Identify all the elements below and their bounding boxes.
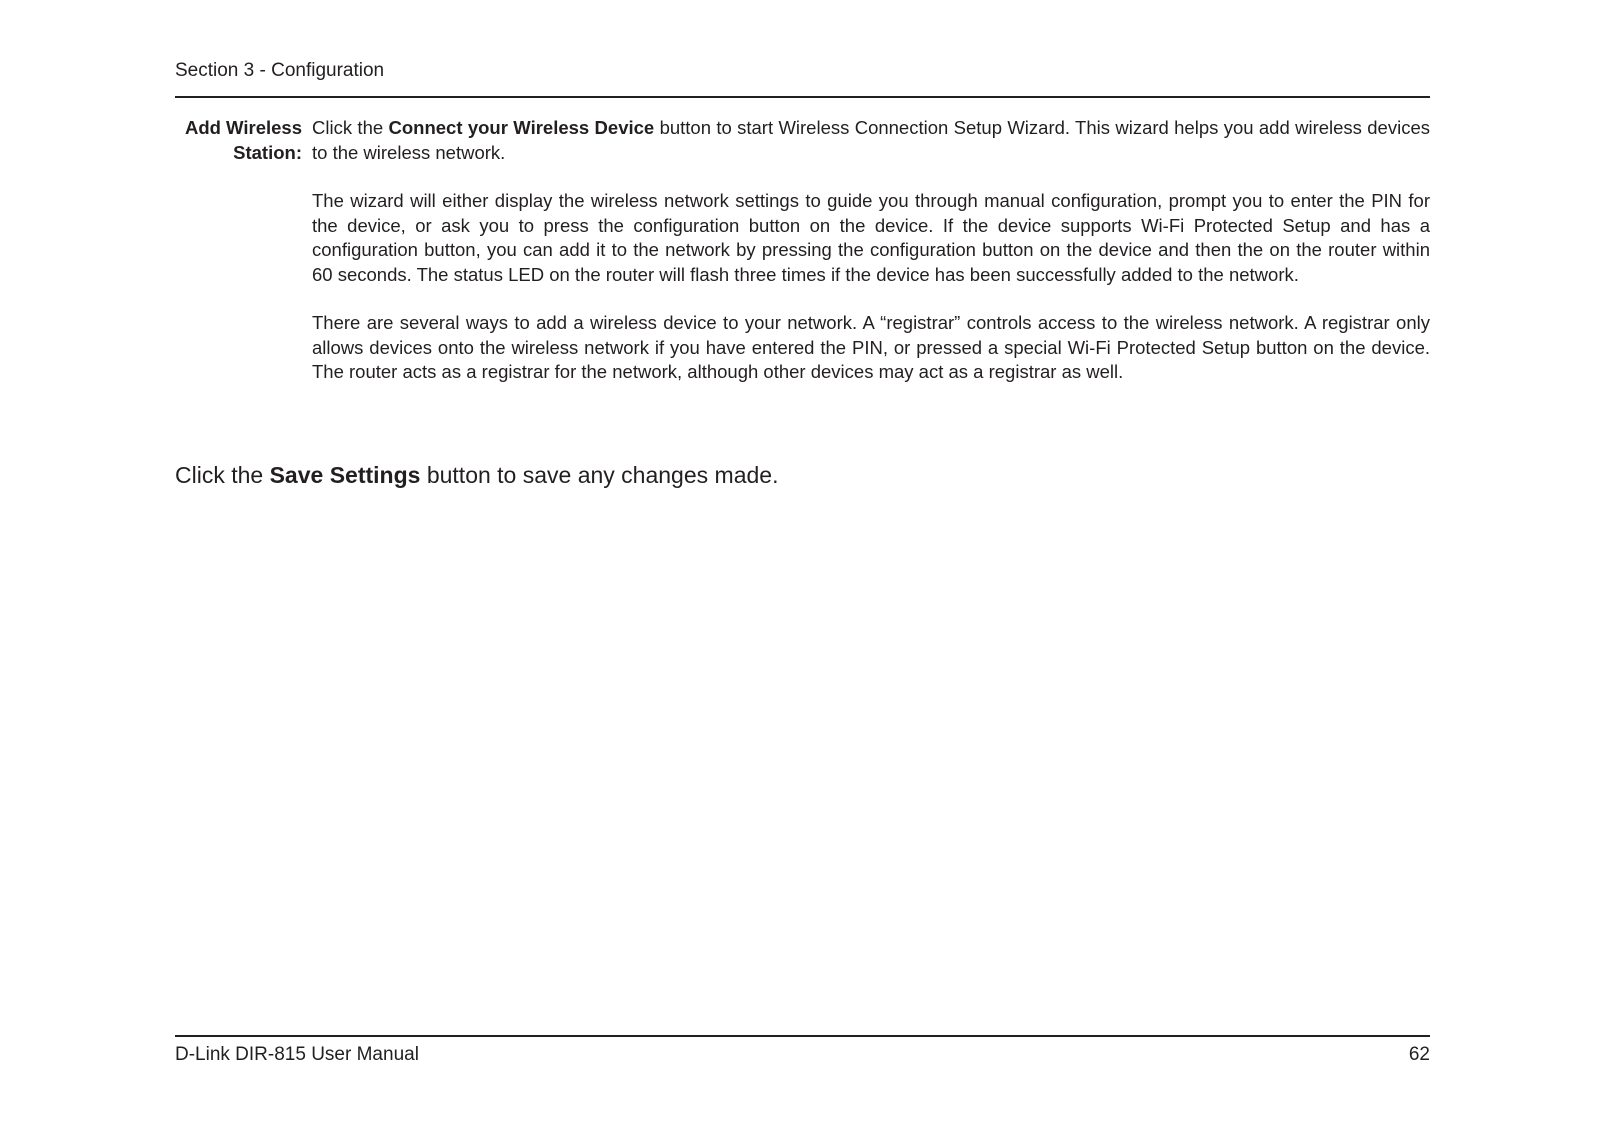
manual-title: D-Link DIR-815 User Manual [175,1044,419,1065]
p1-bold: Connect your Wireless Device [388,117,655,138]
definition-entry [175,116,1430,409]
paragraph-1 [312,116,1430,165]
save-settings-note [175,462,778,489]
save-note-post: button to save any changes made. [420,462,779,488]
paragraph-3: There are several ways to add a wireless device to your network. A “registrar” controls access to the wireless network. A registrar only allows devices onto the wireless network if you have entered the PIN, or pressed a special Wi-Fi Protected Setup button on the device. The router acts as a registrar for the network, although other devices may act as a registrar as well. [312,312,1430,382]
term-line-2: Station: [233,141,302,163]
footer-divider [175,1035,1430,1037]
paragraph-2: The wizard will either display the wireless network settings to guide you through manual configuration, prompt you to enter the PIN for the device, or ask you to press the configuration button on the device. If the device supports Wi-Fi Protected Setup and has a configuration button, you can add it to the network by pressing the configuration button on the device and then the on the router within 60 seconds. The status LED on the router will flash three times if the device has been successfully added to the network. [312,190,1430,285]
p1-pre: Click the [312,117,389,138]
definition-body [312,116,1430,409]
p1-post: button to start Wireless Connection Setup Wizard. This wizard helps you add wireless devices to the wireless network. [312,117,1430,163]
term-line-1: Add Wireless [184,117,302,138]
save-note-bold: Save Settings [269,462,421,488]
definition-term [175,116,302,409]
page-number: 62 [1408,1044,1430,1065]
save-note-pre: Click the [175,462,270,488]
header-divider [175,96,1430,98]
section-header: Section 3 - Configuration [175,60,385,81]
